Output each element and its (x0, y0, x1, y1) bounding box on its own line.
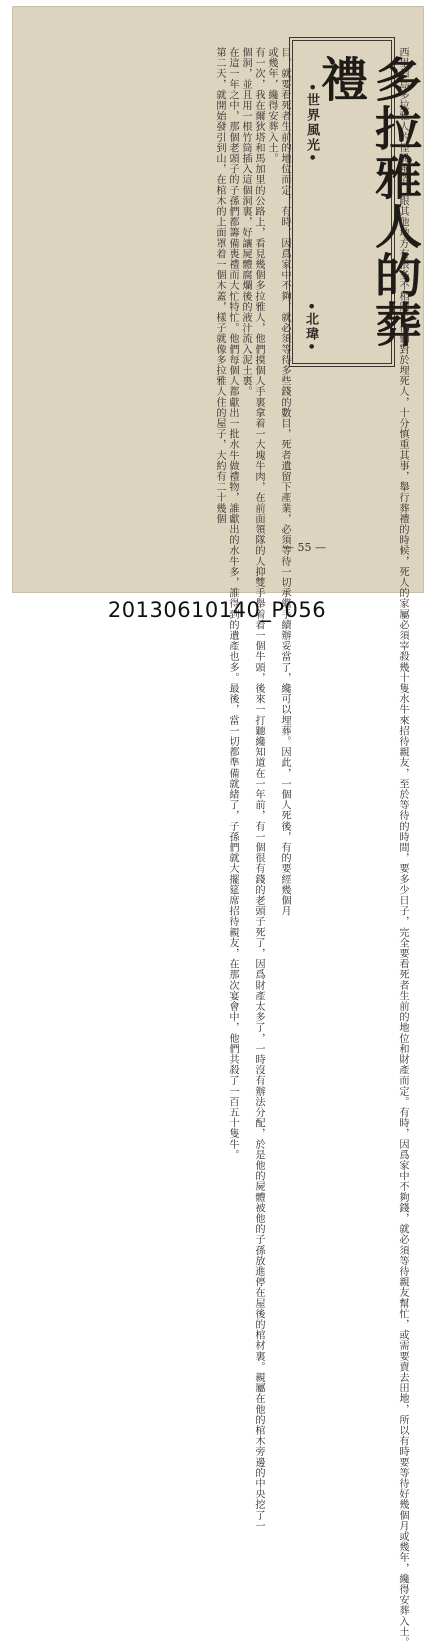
body-text-right: 西里伯島多拉雅人的怪異風俗，跟其他地方有很多不相同，他們對於埋死人，十分慎重其事，舉行葬禮的時候，死人的家屬必須宰殺幾十隻水牛來招待親友，至於等待的時間，要多少日子，完全要看死者生前的地位和財產而定。有時，因爲家中不夠錢，就必須等待親友幫忙，或需要賣去田地，所以有時要等待好幾個月或幾年，纔得安葬入土。 (397, 47, 408, 1648)
page-number: — 55 — (283, 541, 326, 554)
paragraph: 或幾年，纔得安葬入土。 (266, 47, 277, 164)
paragraph: 個洞，並且用一根竹筒插入這個洞裏，好讓屍體腐爛後的液汁流入泥土裏。 (240, 47, 251, 397)
column-label: •世界風光• (304, 83, 319, 164)
article-title: 多拉雅人的葬禮 (313, 55, 422, 349)
paragraph: 目，就要看死者生前的地位而定，有時，因爲家中不夠，就必須等待多些錢的數目，死者遺留下產業，必須等待一切承繼手續辦妥當了，纔可以埋葬。因此，一個人死後，有的要經幾個月 (279, 47, 290, 917)
paragraph: 在這一年之中，那個老頭子的子孫們都籌備喪禮而大忙特忙。他們每個人都獻出一批水牛做禮物，誰獻出的水牛多，誰得到的遺產也多。最後，當一切都準備就緒了，子孫們就大擺筵席招待親友，在那次宴會中，他們共殺了一百五十隻牛。 (227, 47, 238, 1160)
author-name: •北瑋• (303, 302, 318, 353)
image-caption: 20130610140_P056 (107, 598, 327, 622)
paragraph: 第二天，就開始發引到山，在棺木的上面罩着一個木蓋，樣子就像多拉雅人住的屋子，大約有二十幾個 (214, 47, 225, 524)
paragraph: 有一次，我在爾狄塔和馬加里的公路上，看見幾個多拉雅人，他們摸個人手裏拿着一大塊牛肉，在前面領隊的人抑雙手舉着着一個牛頭，後來一打聽纔知道在一年前，有一個很有錢的老頭子死了，因爲財產太多了，一時沒有辦法分配，於是他的屍體被他的子孫放進停在屋後的棺材裏。親屬在他的棺木旁邊的中央挖了一 (253, 47, 264, 1531)
